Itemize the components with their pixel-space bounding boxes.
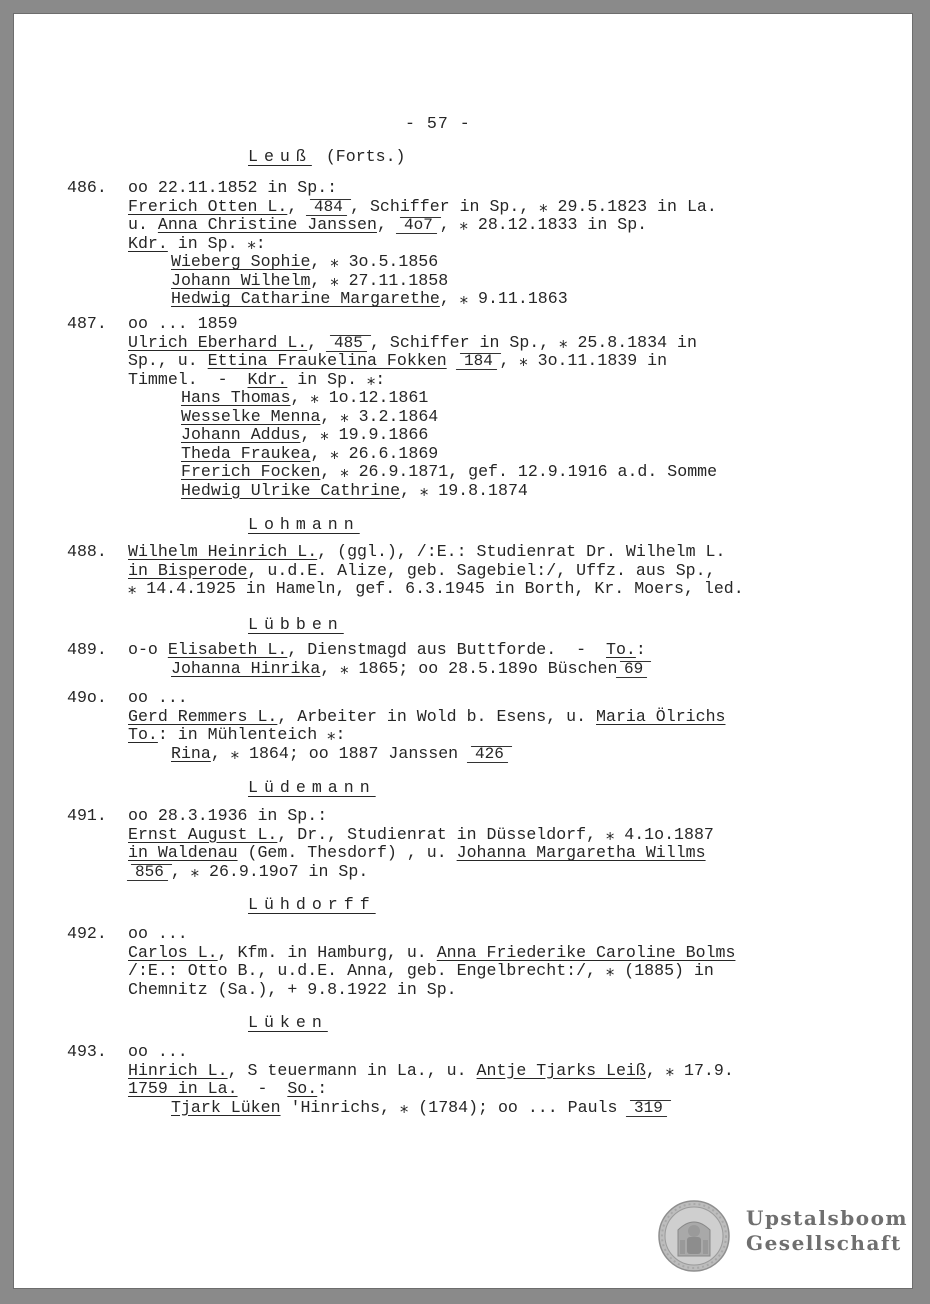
wife-line bbox=[128, 844, 706, 863]
wife-details: , ⁎ 26.9.19o7 in Sp. bbox=[170, 861, 369, 881]
person-name: Elisabeth L. bbox=[167, 640, 288, 659]
document-page bbox=[13, 13, 913, 1289]
children-intro bbox=[128, 1080, 327, 1099]
couple-line bbox=[128, 944, 735, 963]
person-name: Wieberg Sophie bbox=[171, 252, 311, 271]
person-name: Anna Christine Janssen bbox=[157, 215, 377, 234]
person-details: , (ggl.), /:E.: Studienrat Dr. Wilhelm L. bbox=[317, 542, 726, 561]
parents-line bbox=[128, 562, 716, 581]
children-place: in Sp. ⁎: bbox=[287, 369, 386, 389]
entry-number: 49o. bbox=[67, 688, 107, 707]
cross-reference bbox=[456, 353, 501, 370]
person-name: Gerd Remmers L. bbox=[128, 706, 278, 726]
cross-reference bbox=[326, 335, 371, 352]
birth-date-place: 1759 in La. bbox=[128, 1079, 238, 1098]
marriage-line: oo ... 1859 bbox=[128, 314, 238, 333]
husband-line bbox=[128, 826, 714, 845]
birth-details: , ⁎ 17.9. bbox=[645, 1060, 734, 1080]
child-line bbox=[171, 272, 448, 291]
birth-death-line: ⁎ 14.4.1925 in Hameln, gef. 6.3.1945 in Borth, Kr. Moers, led. bbox=[128, 579, 744, 598]
child-details: 'Hinrichs, ⁎ (1784); oo ... Pauls bbox=[280, 1097, 628, 1117]
separator-text: , bbox=[287, 196, 308, 216]
child-details: , ⁎ 1864; oo 1887 Janssen bbox=[210, 743, 469, 763]
society-name-line2: Gesellschaft bbox=[746, 1231, 902, 1255]
entry-number: 493. bbox=[67, 1042, 107, 1061]
section-heading-lohmann: Lohmann bbox=[248, 515, 360, 534]
person-name: Wesselke Menna bbox=[181, 406, 321, 426]
children-place: : in Mühlenteich ⁎: bbox=[157, 725, 346, 744]
cross-reference-number: 856 bbox=[135, 862, 164, 881]
person-name: Wilhelm Heinrich L. bbox=[128, 542, 318, 561]
marriage-line: oo ... bbox=[128, 1042, 188, 1061]
children-label: Kdr. bbox=[128, 233, 168, 253]
cross-reference bbox=[127, 864, 172, 881]
separator-text: , bbox=[307, 332, 328, 352]
cross-reference-number: 319 bbox=[634, 1098, 664, 1117]
child-line bbox=[171, 253, 438, 272]
parents-line: /:E.: Otto B., u.d.E. Anna, geb. Engelbrecht:/, ⁎ (1885) in bbox=[128, 961, 714, 980]
cross-reference bbox=[467, 746, 512, 763]
son-label: So. bbox=[287, 1079, 318, 1098]
person-name: Ettina Fraukelina Fokken bbox=[207, 351, 447, 370]
conjunction-text: Sp., u. bbox=[128, 351, 208, 370]
society-logo bbox=[658, 1200, 908, 1280]
entry-number: 486. bbox=[67, 178, 107, 197]
document-frame bbox=[13, 13, 913, 1289]
page-number: - 57 - bbox=[405, 114, 471, 133]
child-line bbox=[181, 463, 717, 482]
place-text: Timmel. - bbox=[128, 369, 248, 389]
wife-line bbox=[128, 216, 647, 235]
wife-details: , ⁎ 28.12.1833 in Sp. bbox=[439, 215, 648, 234]
child-line bbox=[171, 660, 651, 679]
marriage-line: oo ... bbox=[128, 924, 188, 943]
person-name: Tjark Lüken bbox=[171, 1097, 281, 1117]
child-line bbox=[181, 445, 438, 464]
section-heading-leuss bbox=[248, 148, 406, 167]
punctuation: : bbox=[317, 1079, 328, 1098]
husband-line bbox=[128, 334, 697, 353]
children-place: in Sp. ⁎: bbox=[167, 233, 266, 253]
child-details: , ⁎ 3.2.1864 bbox=[320, 406, 439, 426]
separator-text bbox=[447, 351, 457, 370]
cross-reference-number: 426 bbox=[475, 744, 504, 763]
section-heading-luedemann: Lüdemann bbox=[248, 778, 376, 797]
entry-number: 491. bbox=[67, 806, 107, 825]
husband-details: , Schiffer in Sp., ⁎ 29.5.1823 in La. bbox=[350, 196, 717, 216]
entry-number: 488. bbox=[67, 542, 107, 561]
couple-line bbox=[128, 708, 725, 727]
place-name: in Waldenau bbox=[128, 843, 238, 862]
relation-symbol: o-o bbox=[128, 640, 168, 659]
person-details: , Arbeiter in Wold b. Esens, u. bbox=[277, 706, 597, 726]
seal-icon bbox=[658, 1200, 730, 1272]
person-name: Frerich Otten L. bbox=[128, 196, 288, 216]
children-intro bbox=[128, 371, 385, 390]
place-name: in Bisperode bbox=[128, 560, 248, 580]
cross-reference bbox=[306, 199, 351, 216]
child-details: , ⁎ 19.9.1866 bbox=[300, 425, 429, 444]
child-details: , ⁎ 27.11.1858 bbox=[310, 270, 449, 290]
section-title: Leuß bbox=[248, 147, 312, 166]
daughter-label: To. bbox=[128, 725, 158, 744]
person-name: Carlos L. bbox=[128, 942, 218, 962]
person-name: Ulrich Eberhard L. bbox=[128, 332, 308, 352]
punctuation: : bbox=[635, 640, 646, 659]
person-name: Theda Fraukea bbox=[181, 443, 311, 463]
separator-text: - bbox=[237, 1079, 288, 1098]
child-details: , ⁎ 1865; oo 28.5.189o Büschen bbox=[320, 658, 618, 678]
person-name: Anna Friederike Caroline Bolms bbox=[436, 942, 736, 962]
person-details: , Kfm. in Hamburg, u. bbox=[217, 942, 437, 962]
husband-details: , Dr., Studienrat in Düsseldorf, ⁎ 4.1o.1887 bbox=[277, 824, 714, 844]
parents-details: , u.d.E. Alize, geb. Sagebiel:/, Uffz. aus Sp., bbox=[247, 560, 716, 580]
child-details: , ⁎ 26.9.1871, gef. 12.9.1916 a.d. Somme bbox=[320, 462, 718, 481]
person-name: Johanna Margaretha Willms bbox=[456, 843, 706, 862]
section-heading-luebben: Lübben bbox=[248, 615, 344, 634]
cross-reference-number: 184 bbox=[463, 352, 493, 370]
entry-number: 492. bbox=[67, 924, 107, 943]
child-details: , ⁎ 1o.12.1861 bbox=[290, 388, 429, 407]
entry-number: 489. bbox=[67, 640, 107, 659]
marriage-line: oo ... bbox=[128, 688, 188, 707]
person-name: Hedwig Catharine Margarethe bbox=[171, 289, 440, 308]
husband-details: , Schiffer in Sp., ⁎ 25.8.1834 in bbox=[369, 332, 697, 352]
child-details: , ⁎ 9.11.1863 bbox=[439, 289, 568, 308]
person-name: Hans Thomas bbox=[181, 388, 291, 407]
person-details: , Dienstmagd aus Buttforde. - bbox=[287, 640, 606, 659]
child-details: , ⁎ 26.6.1869 bbox=[310, 443, 439, 463]
child-details: , ⁎ 19.8.1874 bbox=[400, 480, 528, 500]
child-line bbox=[181, 426, 428, 445]
entry-number: 487. bbox=[67, 314, 107, 333]
child-line bbox=[181, 482, 528, 501]
children-intro bbox=[128, 726, 345, 745]
person-name: Johann Wilhelm bbox=[171, 270, 311, 290]
children-label: Kdr. bbox=[247, 369, 288, 389]
person-name: Maria Ölrichs bbox=[596, 706, 726, 726]
person-line bbox=[128, 641, 646, 660]
person-line bbox=[128, 543, 725, 562]
society-name bbox=[746, 1206, 908, 1256]
place-details: (Gem. Thesdorf) , u. bbox=[237, 843, 457, 862]
separator-text: , bbox=[376, 215, 397, 234]
marriage-line: oo 22.11.1852 in Sp.: bbox=[128, 178, 338, 197]
section-heading-luehdorff: Lühdorff bbox=[248, 895, 376, 914]
cross-reference-number: 69 bbox=[624, 659, 644, 678]
person-name: Ernst August L. bbox=[128, 824, 278, 844]
person-details: , S teuermann in La., u. bbox=[227, 1060, 477, 1080]
children-intro bbox=[128, 235, 266, 254]
person-name: Antje Tjarks Leiß bbox=[476, 1060, 646, 1080]
marriage-line: oo 28.3.1936 in Sp.: bbox=[128, 806, 328, 825]
conjunction-text: u. bbox=[128, 215, 158, 234]
husband-line bbox=[128, 198, 717, 217]
child-line bbox=[181, 389, 428, 408]
section-continued-note: (Forts.) bbox=[325, 147, 406, 166]
person-name: Hinrich L. bbox=[128, 1060, 228, 1080]
child-line bbox=[171, 1099, 670, 1118]
person-name: Rina bbox=[171, 743, 211, 763]
cross-reference bbox=[396, 217, 441, 234]
wife-details-line bbox=[128, 863, 368, 882]
child-line bbox=[171, 290, 568, 309]
person-name: Johanna Hinrika bbox=[171, 658, 321, 678]
cross-reference bbox=[616, 661, 651, 678]
person-name: Hedwig Ulrike Cathrine bbox=[181, 480, 401, 500]
society-name-line1: Upstalsboom bbox=[746, 1206, 909, 1230]
person-name: Frerich Focken bbox=[181, 462, 321, 481]
couple-line bbox=[128, 1062, 734, 1081]
wife-details: , ⁎ 3o.11.1839 in bbox=[499, 351, 668, 370]
child-line bbox=[181, 408, 438, 427]
wife-line bbox=[128, 352, 667, 371]
place-line: Chemnitz (Sa.), + 9.8.1922 in Sp. bbox=[128, 979, 457, 999]
cross-reference bbox=[626, 1100, 671, 1117]
child-details: , ⁎ 3o.5.1856 bbox=[310, 252, 439, 271]
cross-reference-number: 484 bbox=[314, 197, 344, 216]
daughter-label: To. bbox=[606, 640, 636, 659]
cross-reference-number: 4o7 bbox=[403, 216, 433, 234]
cross-reference-number: 485 bbox=[334, 333, 363, 352]
person-name: Johann Addus bbox=[181, 425, 301, 444]
section-heading-lueken: Lüken bbox=[248, 1013, 328, 1032]
child-line bbox=[171, 745, 511, 764]
